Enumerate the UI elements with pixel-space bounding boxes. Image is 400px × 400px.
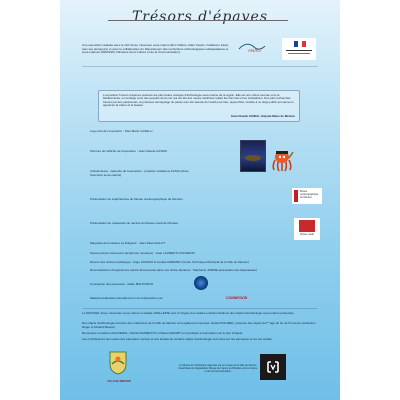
musee-naval-logo-text: Musée naval xyxy=(300,233,314,236)
ministere-logo xyxy=(282,38,316,60)
intro-divider xyxy=(82,66,318,67)
credit-musee-naval: Présentation de maquettes de navires du Musée naval de Monaco xyxy=(90,221,179,225)
quote-text: L'exposition Trésors d'épaves présente les plus beaux vestiges d'archéologie sous-marine de la région. Elle est une vitrine tournée vers la Méditerranée, un héritage venu des peuples de la mer qui ont été des routes maritimes reliant les hommes et les civilisations. Nos plus recherchés trésors par des passionnés, du précieux témoignage du passé sont été sauvés de l'oubli pour être, aujourd'hui, révélés à un large public qui saura en apprécier la valeur et la beauté. xyxy=(103,93,294,108)
octopus-mascot-icon xyxy=(270,148,294,172)
musee-oceanographique-logo xyxy=(292,188,322,204)
credit-mascot: Architecteaux, mascotte de l'exposition : (création Guillaume FASSI (Anao, l'aventure sous-marine) xyxy=(90,169,190,177)
list-item: Reconstitutions d'organismes marins fluorescents dans une vitrine dioramie : Stéphanie JAMME (association les Aquanautes) xyxy=(90,268,257,272)
list-item: Sceau poinçon découvert (amphores romaines) : Jean LAURENTI-CONVERSI xyxy=(90,251,195,255)
footer-paragraph: Des objets d'archéologie terrestre des collections de la Ville de Menton sont également exposés. Roland PALMER, présente des objets du Iᵉʳ âge du fer de Provence (collection Roger et Roland Maurel). xyxy=(82,321,316,329)
credit-logo-title: Logo titre de l'exposition : Paul-Marie CASELLI xyxy=(90,129,153,133)
ville-menton-label: VILLE DE MENTON xyxy=(107,380,131,383)
poster-painting-thumbnail xyxy=(240,140,266,172)
musee-ocean-logo-text: Musée océanographique de Monaco xyxy=(300,190,319,199)
materiel-credit: Matériel audiovisuel aimablement mis à disposition par xyxy=(90,296,163,300)
credit-musee-ocean: Présentation de scaphandres du Musée océanographique de Monaco xyxy=(90,197,183,201)
footer-divider xyxy=(82,308,318,309)
footer-paragraph: Le DRASSM, Anao, l'aventure sous-marine et Gaëlle CRELLEPIE sont à l'origine des études et déterminations des objets d'archéologie sous-marine présentés. xyxy=(82,311,295,315)
museum-text: Le Musée de Préhistoire régionale est un musée de la Ville de Menton bénéficiant de l'appellation Musée de France du Ministère de la Culture et de la Communication. xyxy=(178,364,258,373)
exhibition-title: Trésors d'épaves xyxy=(131,9,269,25)
anao-logo xyxy=(238,40,266,52)
musee-naval-logo xyxy=(294,218,320,240)
title-underline xyxy=(108,20,288,23)
list-item: Maquette de la tartane La Diligente : Jean-Paul HALLOT xyxy=(90,241,166,245)
quote-author: Jean-Claude GUIBAL, Député-Maire de Menton xyxy=(230,114,295,119)
conception-credit: Conception des panneaux : Adèle MALTINSON xyxy=(90,282,153,286)
footer-paragraph: Remerciés et Fabrice AUGUEROL, Patrick RASMETTO et Marcel DEORTI ont participé à l'exposition par le don d'objets. xyxy=(82,331,243,335)
musee-de-france-logo xyxy=(260,354,286,380)
poster xyxy=(60,0,340,400)
quote-box xyxy=(98,90,300,122)
connexion-logo: CONNEXION xyxy=(226,296,248,300)
intro-text: Une exposition réalisée avec le club Anao, l'aventure sous-marine (Éric Gillière, Alain Cascio, Guillaume Fassi, tous ses plongeurs) et avec la collaboration du Département des recherches archéologiques subaquatiques et sous-marines (DRASSM, Ministère de la Culture et de la Communication). xyxy=(82,43,229,55)
footer-paragraph: Les contributeurs aux textes des panneaux muraux et aux études de certains objets d'archéologie sont cités sur les panneaux et sur les cartels. xyxy=(82,337,273,341)
list-item: Décors des vitrines (éclairage) : Ange LANSAM et Aurélie FERRARI (Centre Technique Municipal de la Ville de Menton) xyxy=(90,260,249,264)
anao-logo-text: ANAO xyxy=(248,48,261,53)
credit-painting: Peinture de l'affiche de l'exposition : Jean-Claude GIORGI xyxy=(90,149,168,153)
ville-menton-crest xyxy=(104,350,132,380)
conception-logo-icon xyxy=(194,276,208,290)
